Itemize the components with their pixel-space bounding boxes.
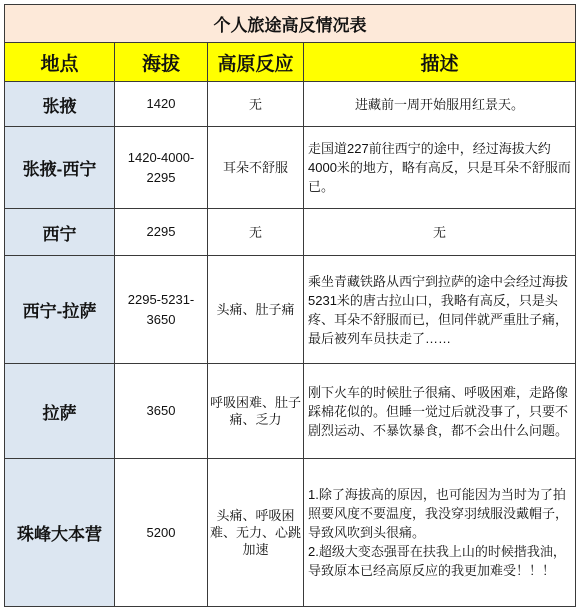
description-cell: 乘坐青藏铁路从西宁到拉萨的途中会经过海拔5231米的唐古拉山口，我略有高反，只是头疼、耳朵不舒服而已，但同伴就严重肚子痛，最后被列车员扶走了……	[304, 256, 576, 364]
altitude-cell: 1420-4000-2295	[115, 127, 208, 209]
description-cell	[304, 459, 576, 607]
altitude-cell: 5200	[115, 459, 208, 607]
altitude-sickness-table	[4, 4, 576, 607]
reaction-cell: 呼吸困难、肚子痛、乏力	[208, 364, 304, 459]
header-place: 地点	[5, 43, 115, 82]
altitude-cell: 2295-5231-3650	[115, 256, 208, 364]
place-cell: 西宁	[5, 209, 115, 256]
table-title: 个人旅途高反情况表	[5, 5, 576, 43]
table-row	[5, 127, 576, 209]
place-cell: 拉萨	[5, 364, 115, 459]
place-cell: 珠峰大本营	[5, 459, 115, 607]
description-cell: 无	[304, 209, 576, 256]
table-row	[5, 364, 576, 459]
reaction-cell: 无	[208, 209, 304, 256]
description-cell: 刚下火车的时候肚子很痛、呼吸困难，走路像踩棉花似的。但睡一觉过后就没事了，只要不剧烈运动、不暴饮暴食，都不会出什么问题。	[304, 364, 576, 459]
title-row	[5, 5, 576, 43]
place-cell: 张掖-西宁	[5, 127, 115, 209]
table-row	[5, 82, 576, 127]
description-line-2: 2.超级大变态强哥在扶我上山的时候揩我油，导致原本已经高原反应的我更加难受！！！	[308, 544, 566, 578]
table-row	[5, 256, 576, 364]
description-cell: 进藏前一周开始服用红景天。	[304, 82, 576, 127]
altitude-cell: 3650	[115, 364, 208, 459]
reaction-cell: 头痛、呼吸困难、无力、心跳加速	[208, 459, 304, 607]
table-row	[5, 459, 576, 607]
description-cell: 走国道227前往西宁的途中，经过海拔大约4000米的地方，略有高反，只是耳朵不舒服而已。	[304, 127, 576, 209]
table-row	[5, 209, 576, 256]
reaction-cell: 头痛、肚子痛	[208, 256, 304, 364]
header-reaction: 高原反应	[208, 43, 304, 82]
reaction-cell: 耳朵不舒服	[208, 127, 304, 209]
header-description: 描述	[304, 43, 576, 82]
description-line-1: 1.除了海拔高的原因，也可能因为当时为了拍照要风度不要温度，我没穿羽绒服没戴帽子，导致风吹到头很痛。	[308, 487, 569, 540]
place-cell: 西宁-拉萨	[5, 256, 115, 364]
altitude-cell: 2295	[115, 209, 208, 256]
header-row	[5, 43, 576, 82]
altitude-cell: 1420	[115, 82, 208, 127]
header-altitude: 海拔	[115, 43, 208, 82]
place-cell: 张掖	[5, 82, 115, 127]
reaction-cell: 无	[208, 82, 304, 127]
